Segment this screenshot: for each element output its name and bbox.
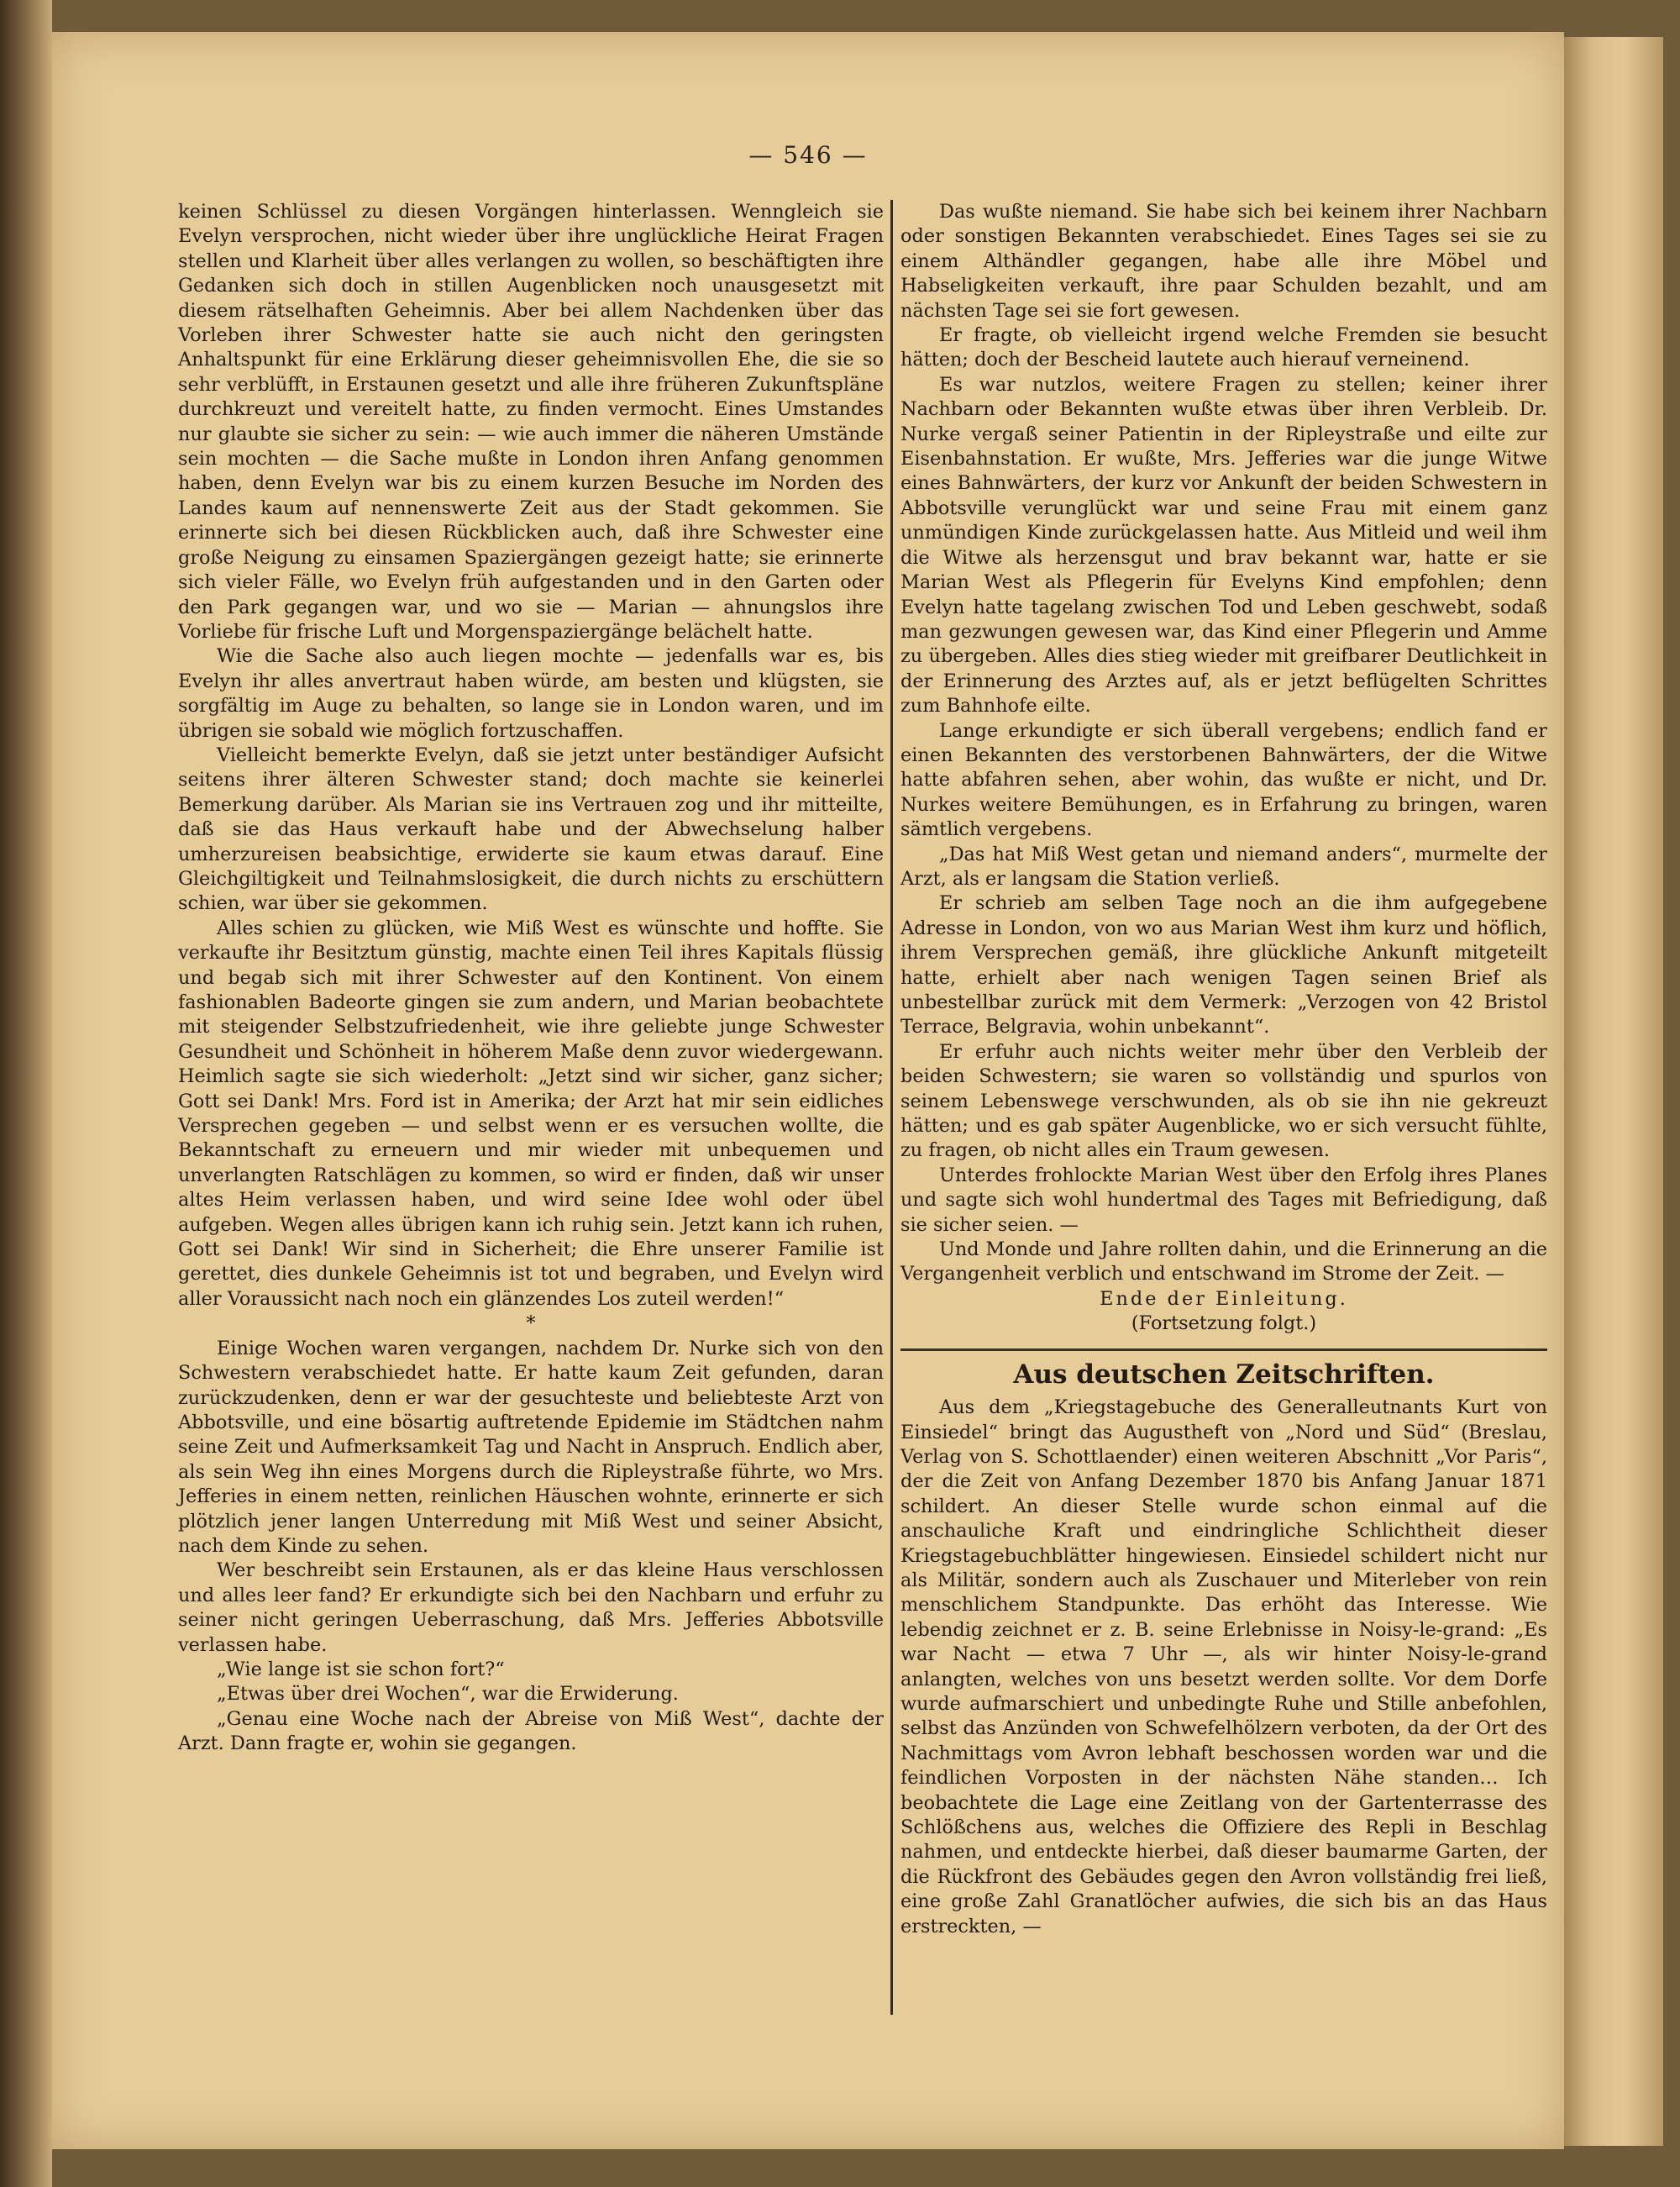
right-paragraph: „Das hat Miß West getan und niemand anders“, murmelte der Arzt, als er langsam die Station verließ. bbox=[900, 843, 1547, 890]
scan-edge-left bbox=[0, 0, 52, 2187]
right-paragraph: Er schrieb am selben Tage noch an die ihm aufgegebene Adresse in London, von wo aus Marian West ihm kurz und höflich, ihrem Versprechen gemäß, ihre glückliche Ankunft mitgeteilt hatte, erhielt aber nach wenigen Tagen seinen Brief als unbestellbar zurück mit dem Vermerk: „Verzogen von 42 Bristol Terrace, Belgravia, wohin unbekannt“. bbox=[900, 892, 1547, 1038]
section-separator-star: * bbox=[526, 1312, 536, 1335]
section-rule bbox=[900, 1348, 1547, 1351]
right-paragraph: Er fragte, ob vielleicht irgend welche Fremden sie besucht hätten; doch der Bescheid lautete auch hierauf verneinend. bbox=[900, 324, 1547, 371]
column-divider bbox=[890, 200, 893, 2015]
continuation-note: (Fortsetzung folgt.) bbox=[1131, 1312, 1317, 1335]
left-paragraph: Einige Wochen waren vergangen, nachdem Dr. Nurke sich von den Schwestern verabschiedet hatte. Er hatte kaum Zeit gefunden, daran zurückzudenken, denn er war der gesuchteste und beliebteste Arzt von Abbotsville, und eine bösartig auftretende Epidemie im Städtchen nahm seine Zeit und Aufmerksamkeit Tag und Nacht in Anspruch. Endlich aber, als sein Weg ihn eines Morgens durch die Ripleystraße führte, wo Mrs. Jefferies in einem netten, reinlichen Häuschen wohnte, erinnerte er sich plötzlich jener langen Unterredung mit Miß West und seiner Absicht, nach dem Kinde zu sehen. bbox=[178, 1337, 884, 1557]
right-column bbox=[900, 200, 1547, 1939]
right-paragraph: Er erfuhr auch nichts weiter mehr über den Verbleib der beiden Schwestern; sie waren so vollständig und spurlos von seinem Lebenswege verschwunden, als ob sie ihn nie gekreuzt hätten; und es gab später Augenblicke, wo er sich versucht fühlte, zu fragen, ob nicht alles ein Traum gewesen. bbox=[900, 1040, 1547, 1162]
right-paragraph: Lange erkundigte er sich überall vergebens; endlich fand er einen Bekannten des verstorbenen Bahnwärters, der die Witwe hatte abfahren sehen, aber wohin, das wußte er nicht, und Dr. Nurkes weitere Bemühungen, es in Erfahrung zu bringen, waren sämtlich vergebens. bbox=[900, 719, 1547, 841]
left-paragraph: Alles schien zu glücken, wie Miß West es wünschte und hoffte. Sie verkaufte ihr Besitztum günstig, machte einen Teil ihres Kapitals flüssig und begab sich mit ihrer Schwester auf den Kontinent. Von einem fashionablen Badeorte gingen sie zum andern, und Marian beobachtete mit steigender Selbstzufriedenheit, wie ihre geliebte junge Schwester Gesundheit und Schönheit in höherem Maße denn zuvor wiedergewann. Heimlich sagte sie sich wiederholt: „Jetzt sind wir sicher, ganz sicher; Gott sei Dank! Mrs. Ford ist in Amerika; der Arzt hat mir sein eidliches Versprechen gegeben — und selbst wenn er es versuchen wollte, die Bekanntschaft zu erneuern und mir wieder mit unbequemen und unverlangten Ratschlägen zu kommen, so wird er finden, daß wir unser altes Heim verlassen haben, und wird seine Idee wohl oder übel aufgeben. Wegen alles übrigen kann ich ruhig sein. Jetzt kann ich ruhen, Gott sei Dank! Wir sind in Sicherheit; die Ehre unserer Familie ist gerettet, dies dunkele Geheimnis ist tot und begraben, und Evelyn wird aller Voraussicht nach noch ein glänzendes Los zuteil werden!“ bbox=[178, 917, 884, 1310]
page-stack-right bbox=[1564, 37, 1663, 2146]
left-dialogue-line: „Wie lange ist sie schon fort?“ bbox=[217, 1658, 505, 1680]
right-paragraph: Und Monde und Jahre rollten dahin, und die Erinnerung an die Vergangenheit verblich und entschwand im Strome der Zeit. — bbox=[900, 1238, 1547, 1285]
left-paragraph: Wie die Sache also auch liegen mochte — jedenfalls war es, bis Evelyn ihr alles anvertraut haben würde, am besten und klügsten, sie sorgfältig im Auge zu behalten, so lange sie in London waren, und im übrigen sie sobald wie möglich fortzuschaffen. bbox=[178, 645, 884, 742]
left-dialogue-line: „Genau eine Woche nach der Abreise von Miß West“, dachte der Arzt. Dann fragte er, wohin sie gegangen. bbox=[178, 1707, 884, 1755]
section-paragraph: Aus dem „Kriegstagebuche des Generalleutnants Kurt von Einsiedel“ bringt das Augustheft von „Nord und Süd“ (Breslau, Verlag von S. Schottlaender) einen weiteren Abschnitt „Vor Paris“, der die Zeit von Anfang Dezember 1870 bis Anfang Januar 1871 schildert. An dieser Stelle wurde schon einmal auf die anschauliche Kraft und eindringliche Schlichtheit dieser Kriegstagebuchblätter hingewiesen. Einsiedel schildert nicht nur als Militär, sondern auch als Zuschauer und Miterleber von rein menschlichem Standpunkte. Das erhöht das Interesse. Wie lebendig zeichnet er z. B. seine Erlebnisse in Noisy-le-grand: „Es war Nacht — etwa 7 Uhr —, als wir hinter Noisy-le-grand anlangten, welches von uns besetzt werden sollte. Vor dem Dorfe wurde aufmarschiert und unbedingte Ruhe und Stille anbefohlen, selbst das Anzünden von Schwefelhölzern verboten, da der Ort des Nachmittags vom Avron lebhaft beschossen worden war und die feindlichen Vorposten in der nächsten Nähe standen… Ich beobachtete die Lage eine Zeitlang von der Gartenterrasse des Schlößchens aus, welches die Offiziere des Repli in Beschlag nahmen, und entdeckte hierbei, daß dieser baumarme Garten, der die Rückfront des Gebäudes gegen den Avron vollständig frei ließ, eine große Zahl Granatlöcher aufwies, die sich bis an das Haus erstreckten, — bbox=[900, 1396, 1547, 1937]
left-paragraph: keinen Schlüssel zu diesen Vorgängen hinterlassen. Wenngleich sie Evelyn versprochen, nicht wieder über ihre unglückliche Heirat Fragen stellen und Klarheit über alles verlangen zu wollen, so beschäftigten ihre Gedanken sich doch in stillen Augenblicken noch unausgesetzt mit diesem rätselhaften Geheimnis. Aber bei allem Nachdenken über das Vorleben ihrer Schwester hatte sie auch nicht den geringsten Anhaltspunkt für eine Erklärung dieser geheimnisvollen Ehe, die sie so sehr verblüfft, in Erstaunen gesetzt und alle ihre früheren Zukunftspläne durchkreuzt und vereitelt hatte, zu finden vermocht. Eines Umstandes nur glaubte sie sicher zu sein: — wie auch immer die näheren Umstände sein mochten — die Sache mußte in London ihren Anfang genommen haben, denn Evelyn war bis zu einem kurzen Besuche im Norden des Landes kaum auf nennenswerte Zeit aus der Stadt gekommen. Sie erinnerte sich bei diesen Rückblicken auch, daß ihre Schwester eine große Neigung zu einsamen Spaziergängen gezeigt hatte; sie erinnerte sich vieler Fälle, wo Evelyn früh aufgestanden und in den Garten oder den Park gegangen war, und wo sie — Marian — ahnungslos ihre Vorliebe für frische Luft und Morgenspaziergänge belächelt hatte. bbox=[178, 201, 884, 643]
newspaper-page bbox=[52, 32, 1564, 2149]
section-heading: Aus deutschen Zeitschriften. bbox=[1013, 1359, 1435, 1390]
page-number: — 546 — bbox=[748, 141, 868, 169]
right-paragraph: Es war nutzlos, weitere Fragen zu stellen; keiner ihrer Nachbarn oder Bekannten wußte etwas über ihren Verbleib. Dr. Nurke vergaß seiner Patientin in der Ripleystraße und eilte zur Eisenbahnstation. Er wußte, Mrs. Jefferies war die junge Witwe eines Bahnwärters, der kurz vor Ankunft der beiden Schwestern in Abbotsville verunglückt war und seine Frau mit einem ganz unmündigen Kinde zurückgelassen hatte. Aus Mitleid und weil ihm die Witwe als herzensgut und brav bekannt war, hatte er sie Marian West als Pflegerin für Evelyns Kind empfohlen; denn Evelyn hatte tagelang zwischen Tod und Leben geschwebt, sodaß man gezwungen gewesen war, das Kind einer Pflegerin und Amme zu übergeben. Alles dies stieg wieder mit greifbarer Deutlichkeit in der Erinnerung des Arztes auf, als er jetzt beflügelten Schrittes zum Bahnhofe eilte. bbox=[900, 373, 1547, 718]
right-paragraph: Das wußte niemand. Sie habe sich bei keinem ihrer Nachbarn oder sonstigen Bekannten verabschiedet. Eines Tages sei sie zu einem Althändler gegangen, habe alle ihre Möbel und Habseligkeiten verkauft, ihre paar Schulden bezahlt, und am nächsten Tage sei sie fort gewesen. bbox=[900, 201, 1547, 322]
end-of-introduction-note: Ende der Einleitung. bbox=[1100, 1287, 1348, 1310]
right-paragraph: Unterdes frohlockte Marian West über den Erfolg ihres Planes und sagte sich wohl hundertmal des Tages mit Befriedigung, daß sie sicher seien. — bbox=[900, 1164, 1547, 1236]
left-paragraph: Wer beschreibt sein Erstaunen, als er das kleine Haus verschlossen und alles leer fand? Er erkundigte sich bei den Nachbarn und erfuhr zu seiner nicht geringen Ueberraschung, daß Mrs. Jefferies Abbotsville verlassen habe. bbox=[178, 1559, 884, 1656]
left-dialogue-line: „Etwas über drei Wochen“, war die Erwiderung. bbox=[217, 1683, 679, 1706]
left-column bbox=[178, 200, 884, 1757]
left-paragraph: Vielleicht bemerkte Evelyn, daß sie jetzt unter beständiger Aufsicht seitens ihrer älteren Schwester stand; doch machte sie keinerlei Bemerkung darüber. Als Marian sie ins Vertrauen zog und ihr mitteilte, daß sie das Haus verkauft habe und der Abwechselung halber umherzureisen beabsichtige, erwiderte sie kaum etwas darauf. Eine Gleichgiltigkeit und Teilnahmslosigkeit, die durch nichts zu erschüttern schien, war über sie gekommen. bbox=[178, 744, 884, 915]
